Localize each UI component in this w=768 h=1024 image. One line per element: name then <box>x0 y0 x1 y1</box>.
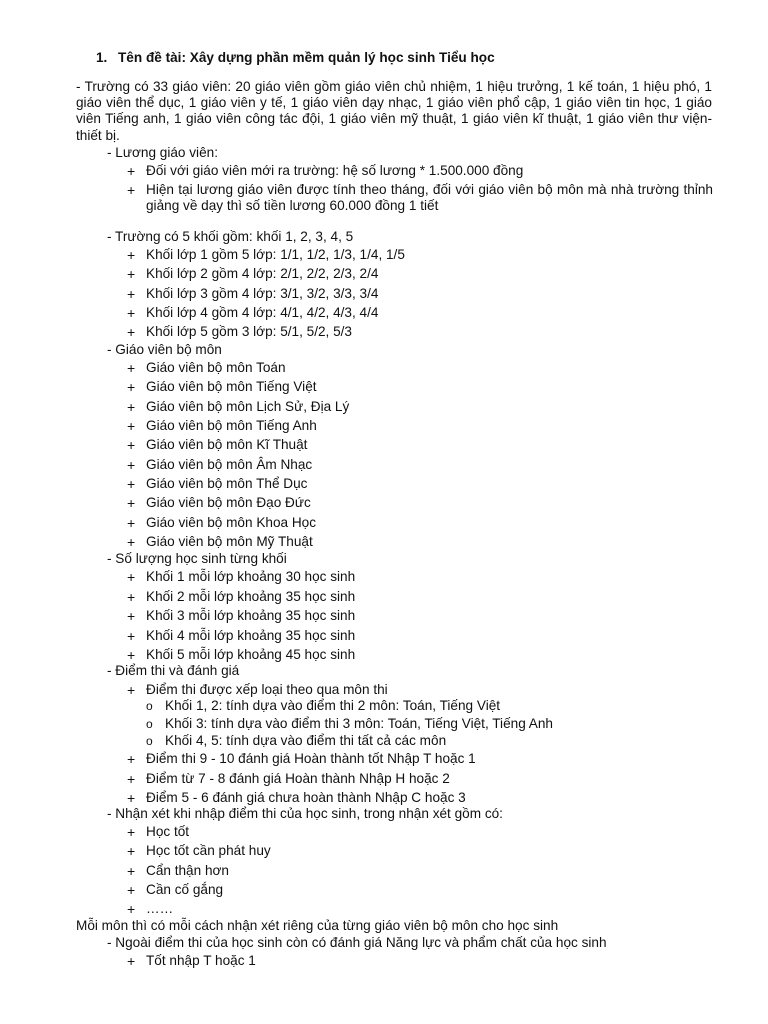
intro-paragraph: - Trường có 33 giáo viên: 20 giáo viên gồm giáo viên chủ nhiệm, 1 hiệu trưởng, 1 kế toán, 1 hiệu phó, 1 giáo viên thể dục, 1 giáo viên y tế, 1 giáo viên dạy nhạc, 1 giáo viên phổ cập, 1 giáo viên tin học, 1 giáo viên Tiếng anh, 1 giáo viên công tác đội, 1 giáo viên mỹ thuật, 1 giáo viên kĩ thuật, 1 giáo viên thư viện-thiết bị. <box>76 79 712 143</box>
plus-bullet-icon: + <box>127 953 136 969</box>
salary-item: + Hiện tại lương giáo viên được tính theo tháng, đối với giáo viên bộ môn mà nhà trường thỉnh giảng về dạy thì số tiền lương 60.000 đồng 1 tiết <box>127 182 713 214</box>
plus-bullet-icon: + <box>127 324 136 341</box>
list-item: + Điểm thi 9 - 10 đánh giá Hoàn thành tốt Nhập T hoặc 1 <box>127 751 476 767</box>
sub-list-item: o Khối 3: tính dựa vào điểm thi 3 môn: Toán, Tiếng Việt, Tiếng Anh <box>146 715 553 731</box>
sub-list-item: o Khối 1, 2: tính dựa vào điểm thi 2 môn: Toán, Tiếng Việt <box>146 698 501 713</box>
sub-list-item: o Khối 4, 5: tính dựa vào điểm thi tất cả các môn <box>146 733 447 748</box>
plus-bullet-icon: + <box>127 790 136 806</box>
circle-bullet-icon: o <box>146 699 153 713</box>
plus-bullet-icon: + <box>127 608 136 624</box>
plus-bullet-icon: + <box>127 163 136 179</box>
plus-bullet-icon: + <box>127 360 136 376</box>
plus-bullet-icon: + <box>127 534 136 551</box>
plus-bullet-icon: + <box>127 824 136 840</box>
list-item: + Tốt nhập T hoặc 1 <box>127 953 256 969</box>
plus-bullet-icon: + <box>127 182 136 198</box>
list-item: + Giáo viên bộ môn Âm Nhạc <box>127 456 313 473</box>
plus-bullet-icon: + <box>127 379 136 396</box>
list-item: + Học tốt <box>127 824 190 840</box>
competence-heading: - Ngoài điểm thi của học sinh còn có đánh giá Năng lực và phẩm chất của học sinh <box>107 935 607 950</box>
document-title <box>96 50 495 65</box>
circle-bullet-icon: o <box>146 734 153 748</box>
plus-bullet-icon: + <box>127 647 136 663</box>
list-item: + Giáo viên bộ môn Lịch Sử, Địa Lý <box>127 398 350 415</box>
list-item: + …… <box>127 901 174 918</box>
plus-bullet-icon: + <box>127 682 136 698</box>
plus-bullet-icon: + <box>127 247 136 263</box>
list-item: + Giáo viên bộ môn Mỹ Thuật <box>127 534 313 551</box>
title-text: Tên đề tài: Xây dựng phần mềm quản lý học sinh Tiểu học <box>118 50 495 65</box>
plus-bullet-icon: + <box>127 266 136 283</box>
list-item: + Học tốt cần phát huy <box>127 843 271 860</box>
list-item: + Giáo viên bộ môn Đạo Đức <box>127 495 311 512</box>
list-item: + Khối 1 mỗi lớp khoảng 30 học sinh <box>127 569 356 585</box>
plus-bullet-icon: + <box>127 437 136 454</box>
plus-bullet-icon: + <box>127 881 136 898</box>
list-item: + Khối 4 mỗi lớp khoảng 35 học sinh <box>127 627 356 644</box>
plus-bullet-icon: + <box>127 627 136 644</box>
list-item: + Khối 3 mỗi lớp khoảng 35 học sinh <box>127 608 356 624</box>
list-item: + Khối lớp 5 gồm 3 lớp: 5/1, 5/2, 5/3 <box>127 324 352 341</box>
list-item: + Điểm 5 - 6 đánh giá chưa hoàn thành Nhập C hoặc 3 <box>127 790 466 806</box>
list-item: + Cần cố gắng <box>127 881 224 898</box>
list-item: + Khối lớp 3 gồm 4 lớp: 3/1, 3/2, 3/3, 3/4 <box>127 285 379 302</box>
plus-bullet-icon: + <box>127 901 136 918</box>
list-item: + Cẩn thận hơn <box>127 862 229 879</box>
comments-heading: - Nhận xét khi nhập điểm thi của học sinh, trong nhận xét gồm có: <box>107 806 503 821</box>
plus-bullet-icon: + <box>127 398 136 415</box>
note-text: Mỗi môn thì có mỗi cách nhận xét riêng của từng giáo viên bộ môn cho học sinh <box>76 918 559 933</box>
salary-heading: - Lương giáo viên: <box>107 145 218 160</box>
plus-bullet-icon: + <box>127 569 136 585</box>
plus-bullet-icon: + <box>127 476 136 493</box>
plus-bullet-icon: + <box>127 285 136 302</box>
list-item: + Khối lớp 4 gồm 4 lớp: 4/1, 4/2, 4/3, 4/4 <box>127 304 379 321</box>
list-item: + Khối 2 mỗi lớp khoảng 35 học sinh <box>127 588 356 605</box>
plus-bullet-icon: + <box>127 751 136 767</box>
plus-bullet-icon: + <box>127 495 136 512</box>
list-item: + Giáo viên bộ môn Tiếng Việt <box>127 379 317 396</box>
list-item: + Khối 5 mỗi lớp khoảng 45 học sinh <box>127 647 356 663</box>
subjects-heading: - Giáo viên bộ môn <box>107 342 222 357</box>
list-item: + Điểm từ 7 - 8 đánh giá Hoàn thành Nhập H hoặc 2 <box>127 770 450 787</box>
students-heading: - Số lượng học sinh từng khối <box>107 551 287 566</box>
plus-bullet-icon: + <box>127 770 136 787</box>
grades-heading: - Trường có 5 khối gồm: khối 1, 2, 3, 4, 5 <box>107 229 354 244</box>
salary-item: + Đối với giáo viên mới ra trường: hệ số lương * 1.500.000 đồng <box>127 163 524 179</box>
plus-bullet-icon: + <box>127 304 136 321</box>
scores-heading: - Điểm thi và đánh giá <box>107 663 240 678</box>
list-item: + Giáo viên bộ môn Kĩ Thuật <box>127 437 308 454</box>
list-item: + Giáo viên bộ môn Khoa Học <box>127 514 317 531</box>
plus-bullet-icon: + <box>127 843 136 860</box>
title-number: 1. <box>96 50 108 65</box>
list-item: + Giáo viên bộ môn Toán <box>127 360 286 376</box>
plus-bullet-icon: + <box>127 418 136 435</box>
list-item: + Khối lớp 1 gồm 5 lớp: 1/1, 1/2, 1/3, 1/4, 1/5 <box>127 247 405 263</box>
circle-bullet-icon: o <box>146 716 153 731</box>
scores-item: + Điểm thi được xếp loại theo qua môn thi <box>127 682 388 698</box>
plus-bullet-icon: + <box>127 456 136 473</box>
plus-bullet-icon: + <box>127 862 136 879</box>
plus-bullet-icon: + <box>127 588 136 605</box>
list-item: + Giáo viên bộ môn Thể Dục <box>127 476 308 493</box>
list-item: + Giáo viên bộ môn Tiếng Anh <box>127 418 317 435</box>
list-item: + Khối lớp 2 gồm 4 lớp: 2/1, 2/2, 2/3, 2/4 <box>127 266 379 283</box>
plus-bullet-icon: + <box>127 514 136 531</box>
